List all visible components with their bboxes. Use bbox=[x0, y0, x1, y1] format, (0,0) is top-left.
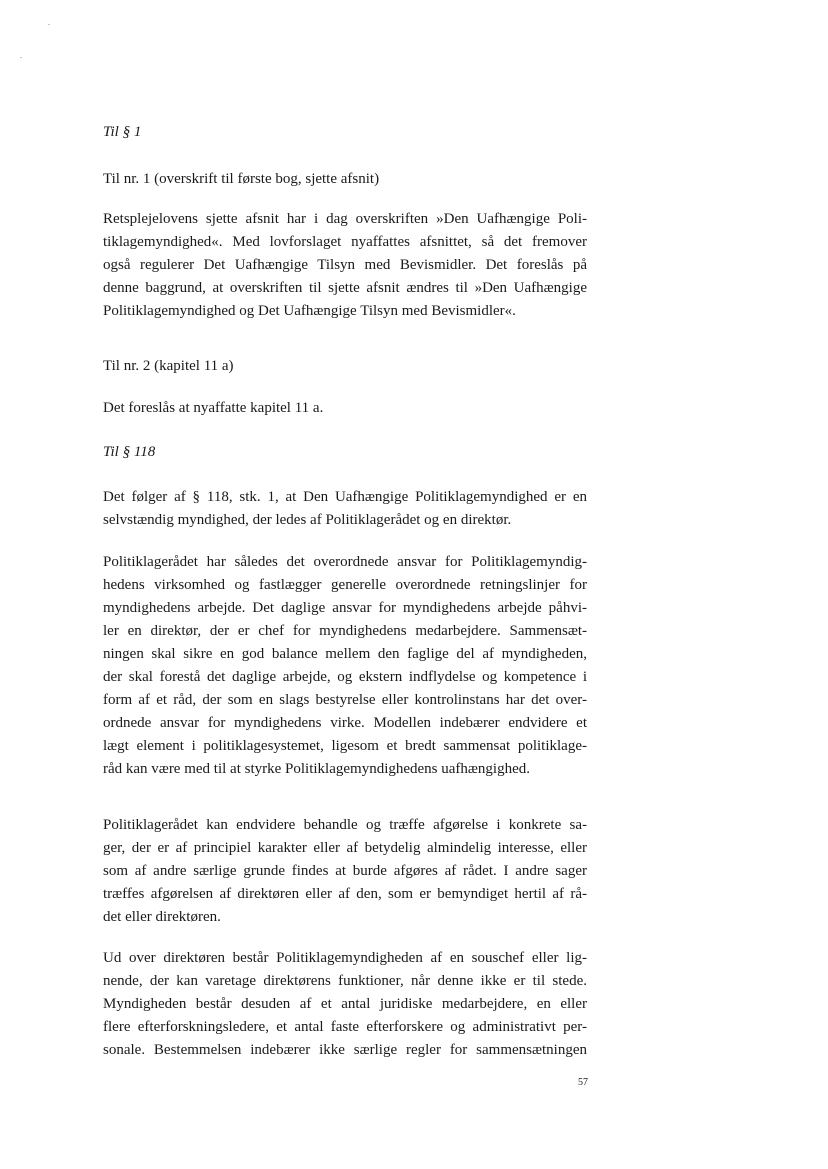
paragraph-line: Politiklagerådet har således det overordnede ansvar for Politiklagemyndig- bbox=[103, 554, 587, 570]
paragraph-line: Retsplejelovens sjette afsnit har i dag overskriften »Den Uafhængige Poli- bbox=[103, 211, 587, 227]
paragraph-line: tiklagemyndighed«. Med lovforslaget nyaffattes afsnittet, så det fremover bbox=[103, 234, 587, 250]
paragraph-3 bbox=[103, 551, 587, 781]
paragraph-line: Politiklagerådet kan endvidere behandle og træffe afgørelse i konkrete sa- bbox=[103, 817, 587, 833]
paragraph-4 bbox=[103, 814, 587, 929]
paragraph-line: form af et råd, der som en slags bestyrelse eller kontrolinstans har det over- bbox=[103, 692, 587, 708]
paragraph-line: nende, der kan varetage direktørens funktioner, når denne ikke er til stede. bbox=[103, 973, 587, 989]
paragraph-line: ordnede ansvar for myndighedens virke. Modellen indebærer endvidere et bbox=[103, 715, 587, 731]
paragraph-line: denne baggrund, at overskriften til sjette afsnit ændres til »Den Uafhængige bbox=[103, 280, 587, 296]
section-heading-1: Til § 1 bbox=[103, 124, 142, 140]
paragraph-line: der skal forestå det daglige arbejde, og ekstern indflydelse og kompetence i bbox=[103, 669, 587, 685]
paragraph-line: lægt element i politiklagesystemet, ligesom et bredt sammensat politiklage- bbox=[103, 738, 587, 754]
section-heading-118: Til § 118 bbox=[103, 444, 156, 460]
paragraph-1 bbox=[103, 208, 587, 323]
scan-speck bbox=[20, 57, 22, 58]
paragraph-line: myndighedens arbejde. Det daglige ansvar for myndighedens arbejde påhvi- bbox=[103, 600, 587, 616]
paragraph-line: Myndigheden består desuden af et antal juridiske medarbejdere, en eller bbox=[103, 996, 587, 1012]
paragraph-line: ningen skal sikre en god balance mellem den faglige del af myndigheden, bbox=[103, 646, 587, 662]
paragraph-line: Ud over direktøren består Politiklagemyndigheden af en souschef eller lig- bbox=[103, 950, 587, 966]
paragraph-line: det eller direktøren. bbox=[103, 909, 221, 925]
paragraph-line: som af andre særlige grunde findes at burde afgøres af rådet. I andre sager bbox=[103, 863, 587, 879]
paragraph-line: flere efterforskningsledere, et antal faste efterforskere og administrativt per- bbox=[103, 1019, 587, 1035]
paragraph-line: træffes afgørelsen af direktøren eller af den, som er bemyndiget hertil af rå- bbox=[103, 886, 587, 902]
paragraph-5 bbox=[103, 947, 587, 1062]
paragraph-line: Politiklagemyndighed og Det Uafhængige Tilsyn med Bevismidler«. bbox=[103, 303, 516, 319]
paragraph-2 bbox=[103, 486, 587, 532]
paragraph-line: hedens virksomhed og fastlægger generelle overordnede retningslinjer for bbox=[103, 577, 587, 593]
scan-speck bbox=[48, 24, 50, 25]
subsection-title-nr2: Til nr. 2 (kapitel 11 a) bbox=[103, 358, 234, 374]
paragraph-line: ger, der er af principiel karakter eller af betydelig almindelig interesse, eller bbox=[103, 840, 587, 856]
paragraph-line: selvstændig myndighed, der ledes af Politiklagerådet og en direktør. bbox=[103, 512, 512, 528]
page-number: 57 bbox=[578, 1077, 588, 1088]
paragraph-line: ler en direktør, der er chef for myndighedens medarbejdere. Sammensæt- bbox=[103, 623, 587, 639]
nr2-text: Det foreslås at nyaffatte kapitel 11 a. bbox=[103, 400, 324, 416]
paragraph-line: Det følger af § 118, stk. 1, at Den Uafhængige Politiklagemyndighed er en bbox=[103, 489, 587, 505]
paragraph-line: råd kan være med til at styrke Politiklagemyndighedens uafhængighed. bbox=[103, 761, 530, 777]
subsection-title-nr1: Til nr. 1 (overskrift til første bog, sjette afsnit) bbox=[103, 171, 380, 187]
paragraph-line: også regulerer Det Uafhængige Tilsyn med Bevismidler. Det foreslås på bbox=[103, 257, 587, 273]
paragraph-line: sonale. Bestemmelsen indebærer ikke særlige regler for sammensætningen bbox=[103, 1042, 587, 1058]
